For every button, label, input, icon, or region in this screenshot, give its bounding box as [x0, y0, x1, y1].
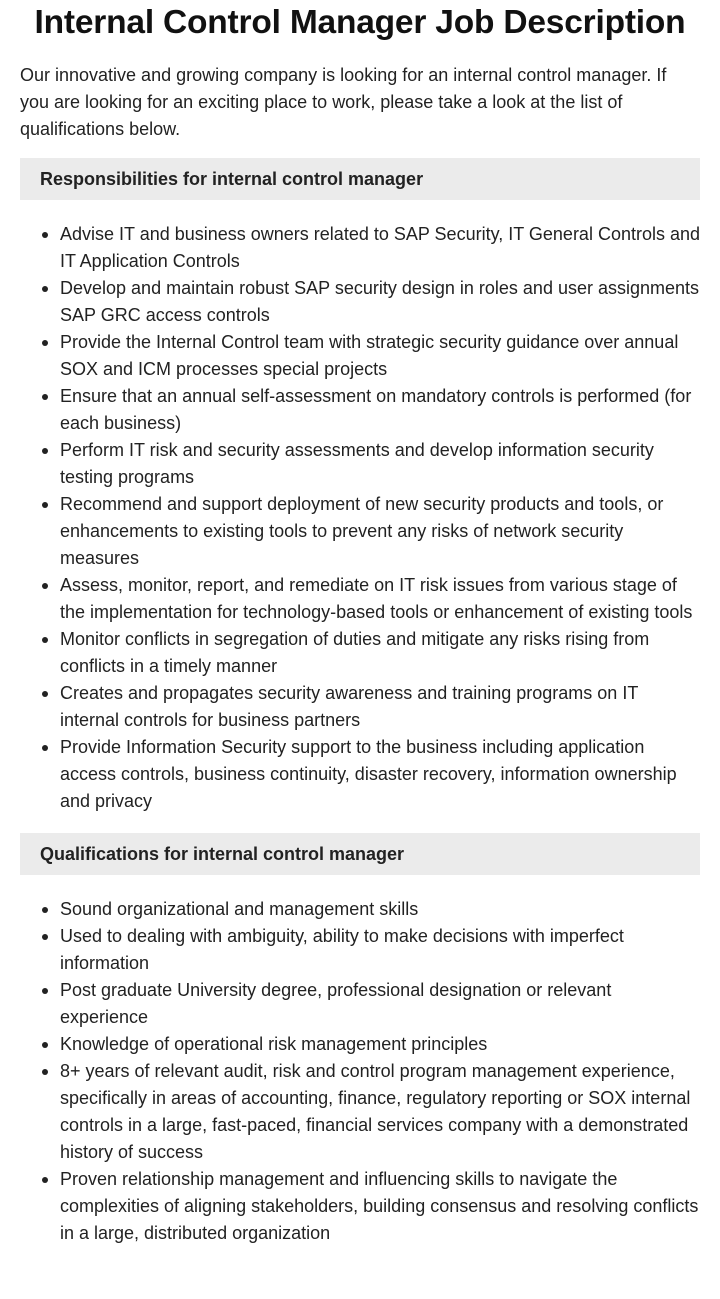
list-item: Provide the Internal Control team with strategic security guidance over annual SOX and ICM processes special projects [60, 329, 700, 383]
list-item: Monitor conflicts in segregation of duties and mitigate any risks rising from conflicts in a timely manner [60, 626, 700, 680]
list-item: Used to dealing with ambiguity, ability to make decisions with imperfect information [60, 923, 700, 977]
list-item: Ensure that an annual self-assessment on mandatory controls is performed (for each business) [60, 383, 700, 437]
qualifications-heading: Qualifications for internal control manager [20, 833, 700, 875]
qualifications-list [20, 896, 700, 1247]
list-item: Proven relationship management and influencing skills to navigate the complexities of aligning stakeholders, building consensus and resolving conflicts in a large, distributed organization [60, 1166, 700, 1247]
list-item: Provide Information Security support to the business including application access controls, business continuity, disaster recovery, information ownership and privacy [60, 734, 700, 815]
list-item: Perform IT risk and security assessments and develop information security testing programs [60, 437, 700, 491]
list-item: Sound organizational and management skills [60, 896, 700, 923]
page-title: Internal Control Manager Job Description [34, 4, 686, 41]
list-item: Develop and maintain robust SAP security design in roles and user assignments SAP GRC access controls [60, 275, 700, 329]
responsibilities-list [20, 221, 700, 815]
list-item: Recommend and support deployment of new security products and tools, or enhancements to existing tools to prevent any risks of network security measures [60, 491, 700, 572]
list-item: Advise IT and business owners related to SAP Security, IT General Controls and IT Application Controls [60, 221, 700, 275]
list-item: Assess, monitor, report, and remediate on IT risk issues from various stage of the implementation for technology-based tools or enhancement of existing tools [60, 572, 700, 626]
list-item: Creates and propagates security awareness and training programs on IT internal controls for business partners [60, 680, 700, 734]
responsibilities-heading: Responsibilities for internal control manager [20, 158, 700, 200]
list-item: Post graduate University degree, professional designation or relevant experience [60, 977, 700, 1031]
list-item: 8+ years of relevant audit, risk and control program management experience, specifically in areas of accounting, finance, regulatory reporting or SOX internal controls in a large, fast-paced, financial services company with a demonstrated history of success [60, 1058, 700, 1166]
intro-paragraph: Our innovative and growing company is looking for an internal control manager. If you are looking for an exciting place to work, please take a look at the list of qualifications below. [20, 65, 667, 139]
list-item: Knowledge of operational risk management principles [60, 1031, 700, 1058]
